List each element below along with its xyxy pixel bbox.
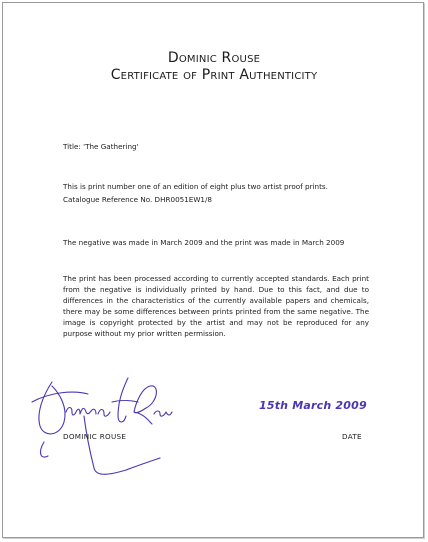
handwritten-signature [30,372,190,484]
artwork-title-line: Title: 'The Gathering' [63,142,139,151]
negative-date-line: The negative was made in March 2009 and the print was made in March 2009 [63,238,345,247]
certificate-title-heading: Certificate of Print Authenticity [110,67,318,83]
print-number-line: This is print number one of an edition of eight plus two artist proof prints. [63,182,328,191]
signed-date: 15th March 2009 [259,399,367,412]
artist-name-heading: Dominic Rouse [167,50,261,66]
process-paragraph: The print has been processed according to currently accepted standards. Each print from the negative is individually printed by hand. Due to this fact, and due to differences in the characteristics of the currently available papers and chemicals, there may be some differences between prints printed from the same negative. The image is copyright protected by the artist and may not be reproduced for any purpose without my prior written permission. [63,274,369,338]
catalogue-reference-line: Catalogue Reference No. DHR0051EW1/8 [63,195,212,204]
signature-name-label: DOMINIC ROUSE [63,432,127,441]
date-label: DATE [342,432,362,441]
